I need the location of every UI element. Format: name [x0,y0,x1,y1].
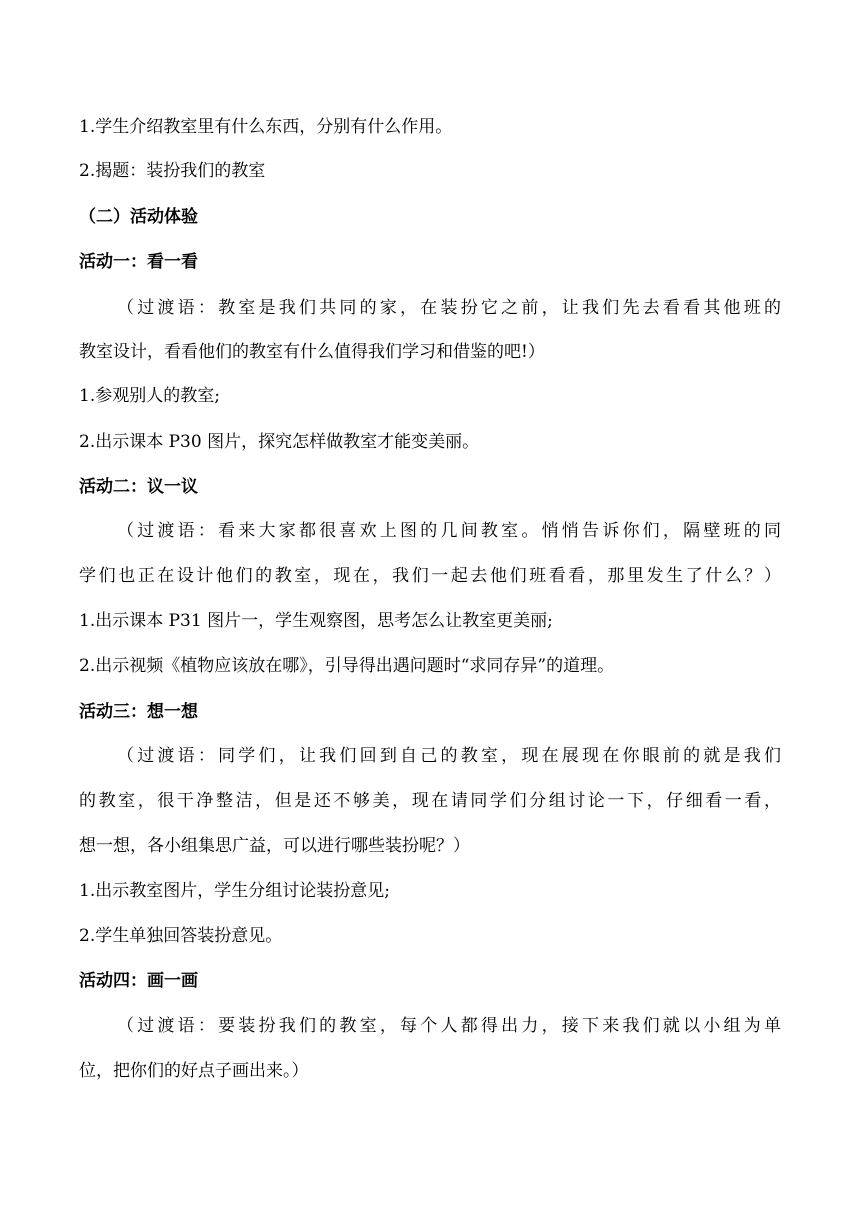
activity-2-step-1: 1.出示课本 P31 图片一，学生观察图，思考怎么让教室更美丽; [79,611,553,631]
activity-1-step-2: 2.出示课本 P30 图片，探究怎样做教室才能变美丽。 [79,432,480,452]
activity-2-heading: 活动二：议一议 [79,477,198,497]
activity-2-transition-line-2: 学们也正在设计他们的教室，现在，我们一起去他们班看看，那里发生了什么？） [79,566,781,586]
activity-2-transition-line-1: （过渡语：看来大家都很喜欢上图的几间教室。悄悄告诉你们，隔壁班的同 [117,521,781,541]
activity-3-transition-line-2: 的教室，很干净整洁，但是还不够美，现在请同学们分组讨论一下，仔细看一看， [79,791,781,811]
activity-2-step-2: 2.出示视频《植物应该放在哪》，引导得出遇问题时“求同存异”的道理。 [79,656,615,676]
activity-4-transition-line-2: 位，把你们的好点子画出来。） [79,1061,309,1081]
activity-3-heading: 活动三：想一想 [79,702,198,722]
intro-item-1: 1.学生介绍教室里有什么东西，分别有什么作用。 [79,117,453,137]
activity-4-heading: 活动四：画一画 [79,971,198,991]
activity-1-heading: 活动一：看一看 [79,252,198,272]
activity-3-step-1: 1.出示教室图片，学生分组讨论装扮意见; [79,881,390,901]
activity-1-transition-line-2: 教室设计，看看他们的教室有什么值得我们学习和借鉴的吧!） [79,342,545,362]
intro-item-2: 2.揭题：装扮我们的教室 [79,161,266,181]
activity-3-transition-line-1: （过渡语：同学们，让我们回到自己的教室，现在展现在你眼前的就是我们 [117,746,781,766]
activity-3-step-2: 2.学生单独回答装扮意见。 [79,926,283,946]
activity-1-transition-line-1: （过渡语：教室是我们共同的家，在装扮它之前，让我们先去看看其他班的 [117,298,781,318]
activity-1-step-1: 1.参观别人的教室; [79,386,220,406]
section-heading: （二）活动体验 [79,207,198,227]
activity-4-transition-line-1: （过渡语：要装扮我们的教室，每个人都得出力，接下来我们就以小组为单 [117,1016,781,1036]
activity-3-transition-line-3: 想一想，各小组集思广益，可以进行哪些装扮呢？） [79,836,470,856]
